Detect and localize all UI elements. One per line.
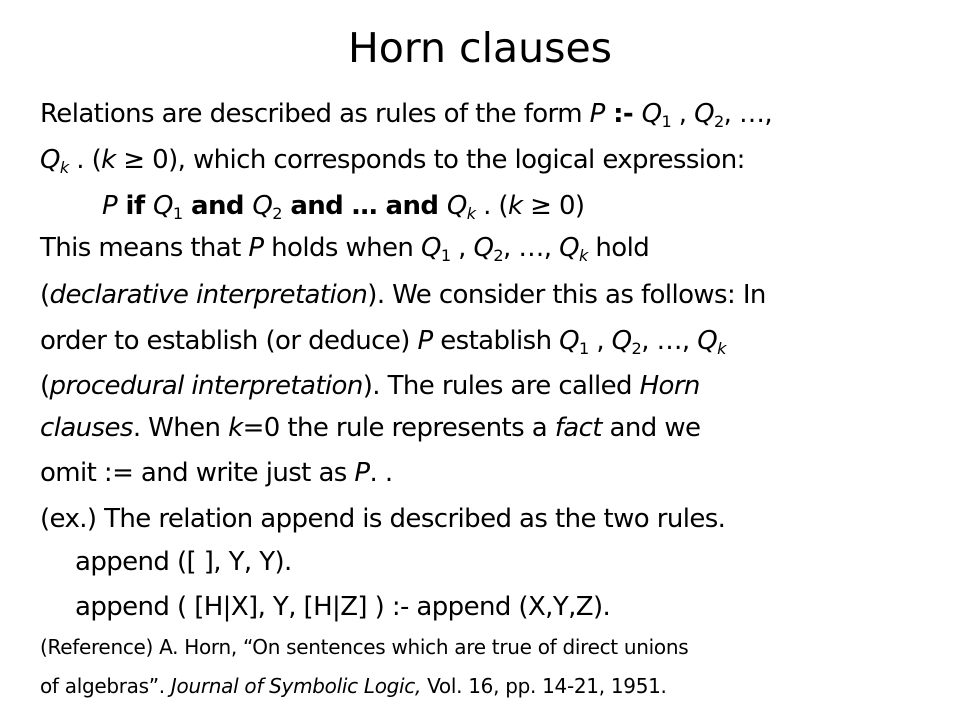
- subscript: k: [578, 245, 588, 265]
- term-procedural-interpretation: procedural interpretation: [49, 371, 363, 401]
- text: order to establish (or deduce): [40, 326, 418, 356]
- text: . (: [68, 145, 102, 175]
- subscript: 2: [631, 338, 642, 358]
- text: establish: [432, 326, 560, 356]
- body-line-3-logical-expression: [102, 189, 584, 223]
- subscript: 2: [714, 111, 724, 131]
- var-q: Q: [641, 99, 662, 129]
- reference-line-2: [40, 672, 667, 700]
- var-p: P: [248, 233, 264, 263]
- text: Relations are described as rules of the form: [40, 99, 590, 129]
- subscript: 2: [493, 245, 504, 265]
- subscript: 1: [172, 203, 183, 223]
- var-q: Q: [252, 191, 273, 221]
- text: (: [40, 280, 50, 310]
- var-p: P: [589, 99, 605, 129]
- subscript: 2: [272, 203, 282, 223]
- reference-line-1: (Reference) A. Horn, “On sentences which are true of direct unions: [40, 635, 689, 659]
- var-p: P: [417, 326, 433, 356]
- body-line-5: [40, 278, 766, 312]
- text: This means that: [40, 233, 249, 263]
- keyword-if: if: [117, 191, 154, 221]
- text: . When: [132, 413, 229, 443]
- rule-operator: :-: [604, 99, 642, 129]
- text: ). The rules are called: [362, 371, 640, 401]
- term-horn: Horn: [639, 371, 700, 401]
- text: holds when: [263, 233, 421, 263]
- body-line-2: [40, 143, 745, 177]
- text: (: [40, 371, 50, 401]
- subscript: 1: [440, 245, 451, 265]
- var-p: P: [102, 191, 118, 221]
- text: ,: [671, 99, 695, 129]
- var-q: Q: [446, 191, 467, 221]
- text: =0 the rule represents a: [242, 413, 555, 443]
- text: ,: [588, 326, 612, 356]
- var-q: Q: [153, 191, 173, 221]
- term-fact: fact: [554, 413, 602, 443]
- var-q: Q: [40, 145, 60, 175]
- var-q: Q: [420, 233, 441, 263]
- body-line-7: [40, 369, 700, 403]
- keyword-and: and: [182, 191, 253, 221]
- var-q: Q: [473, 233, 494, 263]
- var-k: k: [507, 191, 523, 221]
- body-line-10-example: (ex.) The relation append is described as the two rules.: [40, 504, 726, 534]
- text: , …,: [503, 233, 560, 263]
- keyword-and: and … and: [281, 191, 447, 221]
- journal-name: Journal of Symbolic Logic,: [170, 674, 422, 698]
- term-declarative-interpretation: declarative interpretation: [49, 280, 368, 310]
- var-q: Q: [694, 99, 714, 129]
- text: . (: [475, 191, 508, 221]
- text: ≥ 0): [522, 191, 585, 221]
- text: Vol. 16, pp. 14-21, 1951.: [421, 674, 667, 698]
- var-q: Q: [697, 326, 718, 356]
- body-line-1: [40, 97, 772, 131]
- text: , …,: [723, 99, 773, 129]
- text: . .: [369, 458, 393, 488]
- var-q: Q: [559, 326, 580, 356]
- text: ). We consider this as follows: In: [367, 280, 766, 310]
- var-k: k: [101, 145, 116, 175]
- subscript: k: [59, 157, 69, 177]
- text: hold: [587, 233, 650, 263]
- text: ≥ 0), which corresponds to the logical expression:: [115, 145, 745, 175]
- text: omit := and write just as: [40, 458, 355, 488]
- var-p: P: [354, 458, 370, 488]
- var-q: Q: [559, 233, 579, 263]
- body-line-6: [40, 324, 726, 358]
- var-k: k: [228, 413, 243, 443]
- subscript: k: [717, 338, 726, 358]
- term-clauses: clauses: [40, 413, 133, 443]
- slide-title: Horn clauses: [347, 24, 613, 72]
- body-line-4: [40, 231, 649, 265]
- code-line-append-rule: append ( [H|X], Y, [H|Z] ) :- append (X,Y,Z).: [75, 592, 611, 622]
- text: , …,: [641, 326, 698, 356]
- subscript: 1: [661, 111, 672, 131]
- code-line-append-base: append ([ ], Y, Y).: [75, 547, 292, 577]
- subscript: k: [466, 203, 476, 223]
- body-line-9: [40, 456, 392, 490]
- text: ,: [450, 233, 474, 263]
- body-line-8: [40, 411, 700, 445]
- text: and we: [601, 413, 701, 443]
- var-q: Q: [611, 326, 632, 356]
- subscript: 1: [579, 338, 589, 358]
- text: of algebras”.: [40, 674, 171, 698]
